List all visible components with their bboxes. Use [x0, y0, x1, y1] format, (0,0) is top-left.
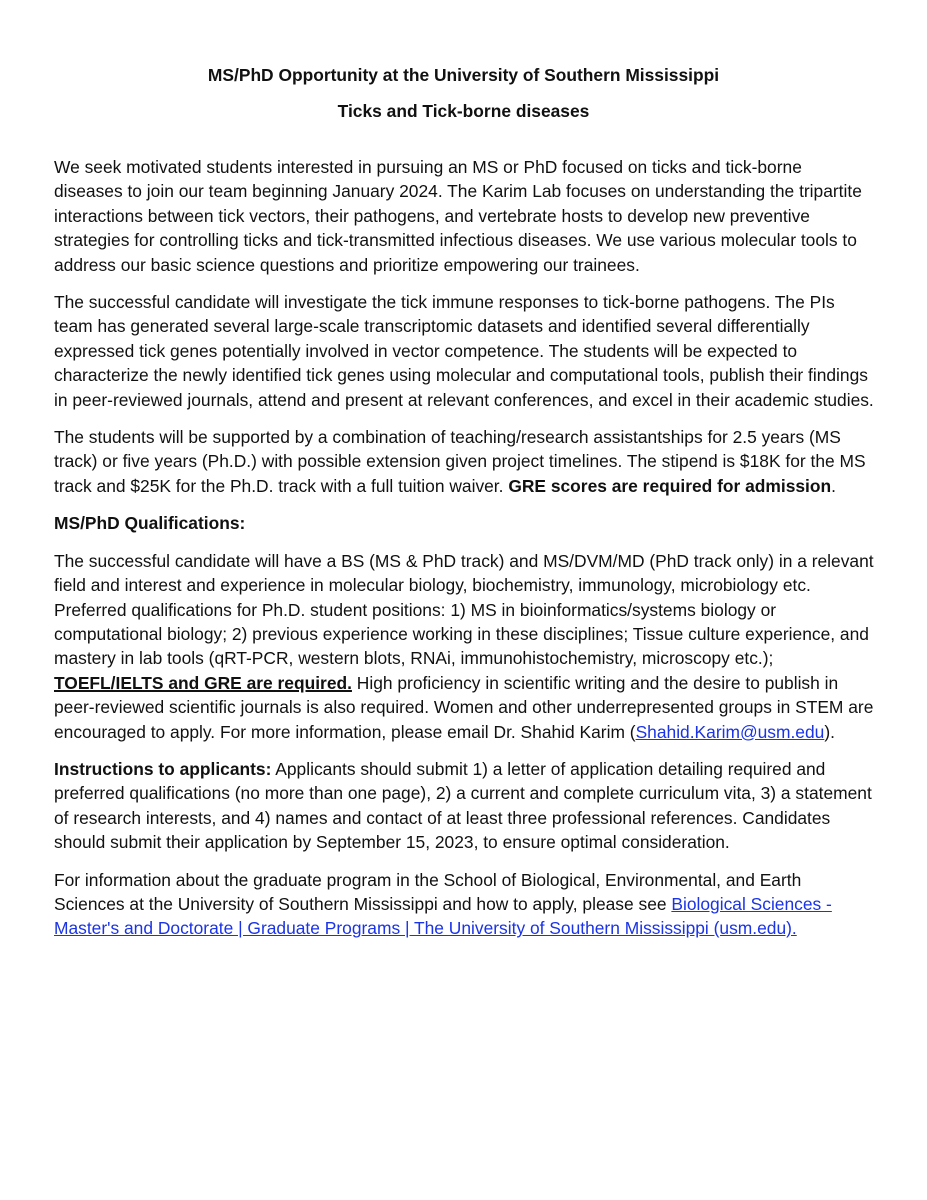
intro-paragraph: We seek motivated students interested in pursuing an MS or PhD focused on ticks and tick-borne diseases to join our team beginning January 2024. The Karim Lab focuses on understanding the tripartite interactions between tick vectors, their pathogens, and vertebrate hosts to develop new preventive strategies for controlling ticks and tick-transmitted infectious diseases. We use various molecular tools to address our basic science questions and prioritize empowering our trainees. — [54, 157, 862, 275]
program-link[interactable]: Biological Sciences - Master's and Doctorate | Graduate Programs | The University of Southern Mississippi (usm.edu). — [54, 893, 832, 939]
program-paragraph — [54, 868, 875, 941]
instructions-paragraph — [54, 757, 875, 855]
document-body — [54, 155, 875, 954]
qualifications-text-2: High proficiency in scientific writing and the desire to publish in peer-reviewed scientific journals is also required. Women and other underrepresented groups in STEM are encouraged to apply. For more information, please email Dr. Shahid Karim ( — [54, 672, 874, 742]
gre-required-text: GRE scores are required for admission — [508, 475, 832, 496]
toefl-required-text: TOEFL/IELTS and GRE are required. — [54, 672, 352, 693]
page-subtitle: Ticks and Tick-borne diseases — [337, 101, 590, 121]
program-text: For information about the graduate program in the School of Biological, Environmental, and Earth Sciences at the University of Southern Mississippi and how to apply, please see — [54, 869, 802, 914]
qualifications-heading: MS/PhD Qualifications: — [54, 513, 246, 534]
instructions-text: Applicants should submit 1) a letter of application detailing required and preferred qualifications (no more than one page), 2) a current and complete curriculum vita, 3) a statement of research interests, and 4) names and contact of at least three professional references. Candidates should submit their application by September 15, 2023, to ensure optimal consideration. — [54, 758, 872, 853]
qualifications-text-3: ). — [824, 721, 835, 742]
support-end: . — [831, 475, 836, 496]
qualifications-paragraph — [54, 549, 875, 744]
qualifications-text-1: The successful candidate will have a BS (MS & PhD track) and MS/DVM/MD (PhD track only) in a relevant field and interest and experience in molecular biology, biochemistry, immunology, microbiology etc. Preferred qualifications for Ph.D. student positions: 1) MS in bioinformatics/systems biology or computational biology; 2) previous experience working in these disciplines; Tissue culture experience, and mastery in lab tools (qRT-PCR, western blots, RNAi, immunohistochemistry, microscopy etc.); — [54, 550, 874, 669]
support-text: The students will be supported by a combination of teaching/research assistantships for 2.5 years (MS track) or five years (Ph.D.) with possible extension given project timelines. The stipend is $18K for the MS track and $25K for the Ph.D. track with a full tuition waiver. — [54, 427, 866, 496]
title-block — [0, 62, 927, 134]
instructions-label: Instructions to applicants: — [54, 758, 272, 779]
page-title: MS/PhD Opportunity at the University of Southern Mississippi — [207, 65, 720, 85]
email-link[interactable]: Shahid.Karim@usm.edu — [635, 721, 825, 742]
support-paragraph — [54, 425, 875, 498]
candidate-paragraph: The successful candidate will investigate the tick immune responses to tick-borne pathogens. The PIs team has generated several large-scale transcriptomic datasets and identified several differentially expressed tick genes potentially involved in vector competence. The students will be expected to characterize the newly identified tick genes using molecular and computational tools, publish their findings in peer-reviewed journals, attend and present at relevant conferences, and excel in their academic studies. — [54, 292, 874, 410]
